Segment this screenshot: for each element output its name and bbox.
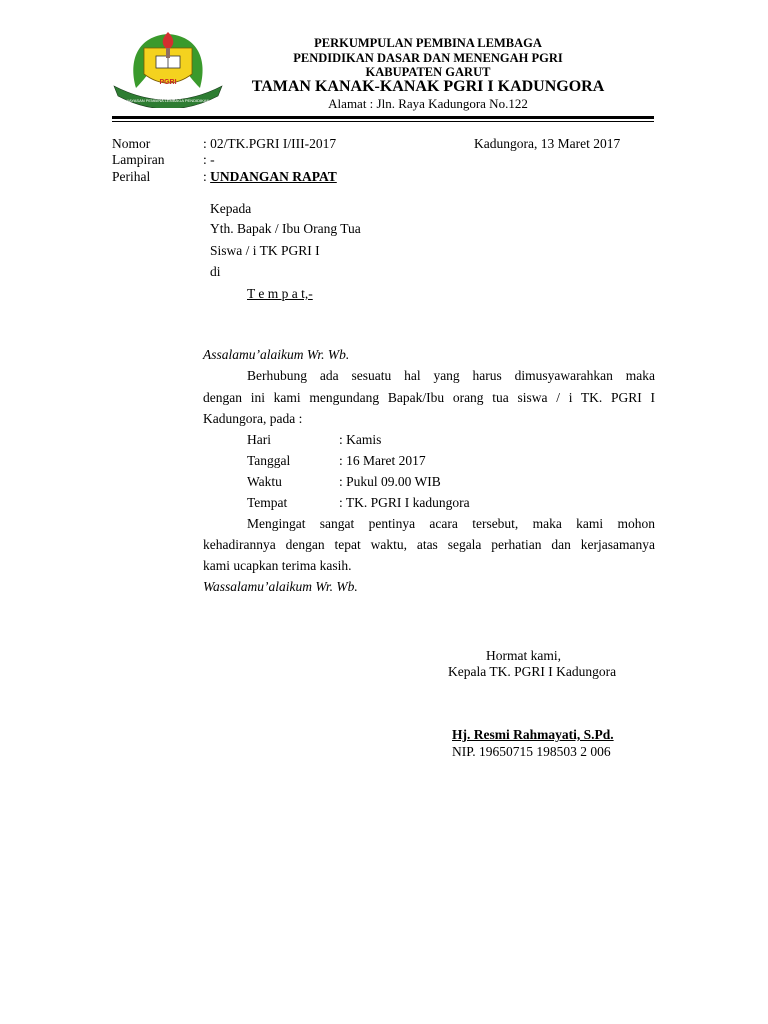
pgri-logo (110, 30, 226, 108)
logo-ribbon-text: YAYASAN PEMBINA LEMBAGA PENDIDIKAN (126, 98, 210, 103)
detail-label-tempat: Tempat (247, 495, 288, 510)
detail-label-hari: Hari (247, 432, 271, 447)
recipient-line-1: Kepada (210, 201, 252, 216)
paragraph-2-line-1: Mengingat sangat pentinya acara tersebut, maka kami mohon (247, 516, 655, 531)
paragraph-1-line-1: Berhubung ada sesuatu hal yang harus dimusyawarahkan maka (247, 368, 655, 383)
nomor-label: Nomor (112, 136, 151, 151)
paragraph-1-line-3: Kadungora, pada : (203, 411, 303, 426)
letter-date: Kadungora, 13 Maret 2017 (474, 136, 621, 151)
header-rule-thin (112, 121, 654, 122)
signature-nip: NIP. 19650715 198503 2 006 (452, 744, 611, 759)
perihal-value: UNDANGAN RAPAT (210, 169, 337, 184)
detail-value-tempat: : TK. PGRI I kadungora (339, 495, 470, 510)
recipient-place: T e m p a t,- (247, 286, 313, 301)
detail-value-tanggal: : 16 Maret 2017 (339, 453, 426, 468)
signature-name: Hj. Resmi Rahmayati, S.Pd. (452, 727, 614, 742)
detail-label-waktu: Waktu (247, 474, 282, 489)
greeting: Assalamu’alaikum Wr. Wb. (203, 347, 350, 362)
signature-position: Kepala TK. PGRI I Kadungora (448, 664, 617, 679)
signature-greeting: Hormat kami, (486, 648, 561, 663)
letterhead-line-3: KABUPATEN GARUT (365, 65, 491, 79)
logo-text: PGRI (159, 79, 177, 86)
perihal-colon: : (203, 169, 211, 184)
letterhead-school-name: TAMAN KANAK-KANAK PGRI I KADUNGORA (251, 78, 605, 95)
lampiran-label: Lampiran (112, 152, 165, 167)
detail-label-tanggal: Tanggal (247, 453, 291, 468)
perihal-line (203, 169, 337, 185)
lampiran-value: : - (203, 152, 215, 167)
recipient-line-2: Yth. Bapak / Ibu Orang Tua (210, 221, 361, 236)
letterhead-line-1: PERKUMPULAN PEMBINA LEMBAGA (314, 36, 542, 50)
recipient-line-3: Siswa / i TK PGRI I (210, 243, 320, 258)
paragraph-2-line-2: kehadirannya dengan tepat waktu, atas segala perhatian dan kerjasamanya (203, 537, 655, 552)
closing-greeting: Wassalamu’alaikum Wr. Wb. (203, 579, 358, 594)
header-rule-thick (112, 116, 654, 119)
recipient-line-4: di (210, 264, 221, 279)
perihal-label: Perihal (112, 169, 151, 184)
letterhead-address: Alamat : Jln. Raya Kadungora No.122 (328, 96, 528, 111)
paragraph-1-line-2: dengan ini kami mengundang Bapak/Ibu orang tua siswa / i TK. PGRI I (203, 390, 655, 405)
nomor-value: : 02/TK.PGRI I/III-2017 (203, 136, 337, 151)
detail-value-hari: : Kamis (339, 432, 382, 447)
paragraph-2-line-3: kami ucapkan terima kasih. (203, 558, 352, 573)
detail-value-waktu: : Pukul 09.00 WIB (339, 474, 441, 489)
letterhead-line-2: PENDIDIKAN DASAR DAN MENENGAH PGRI (293, 51, 563, 65)
